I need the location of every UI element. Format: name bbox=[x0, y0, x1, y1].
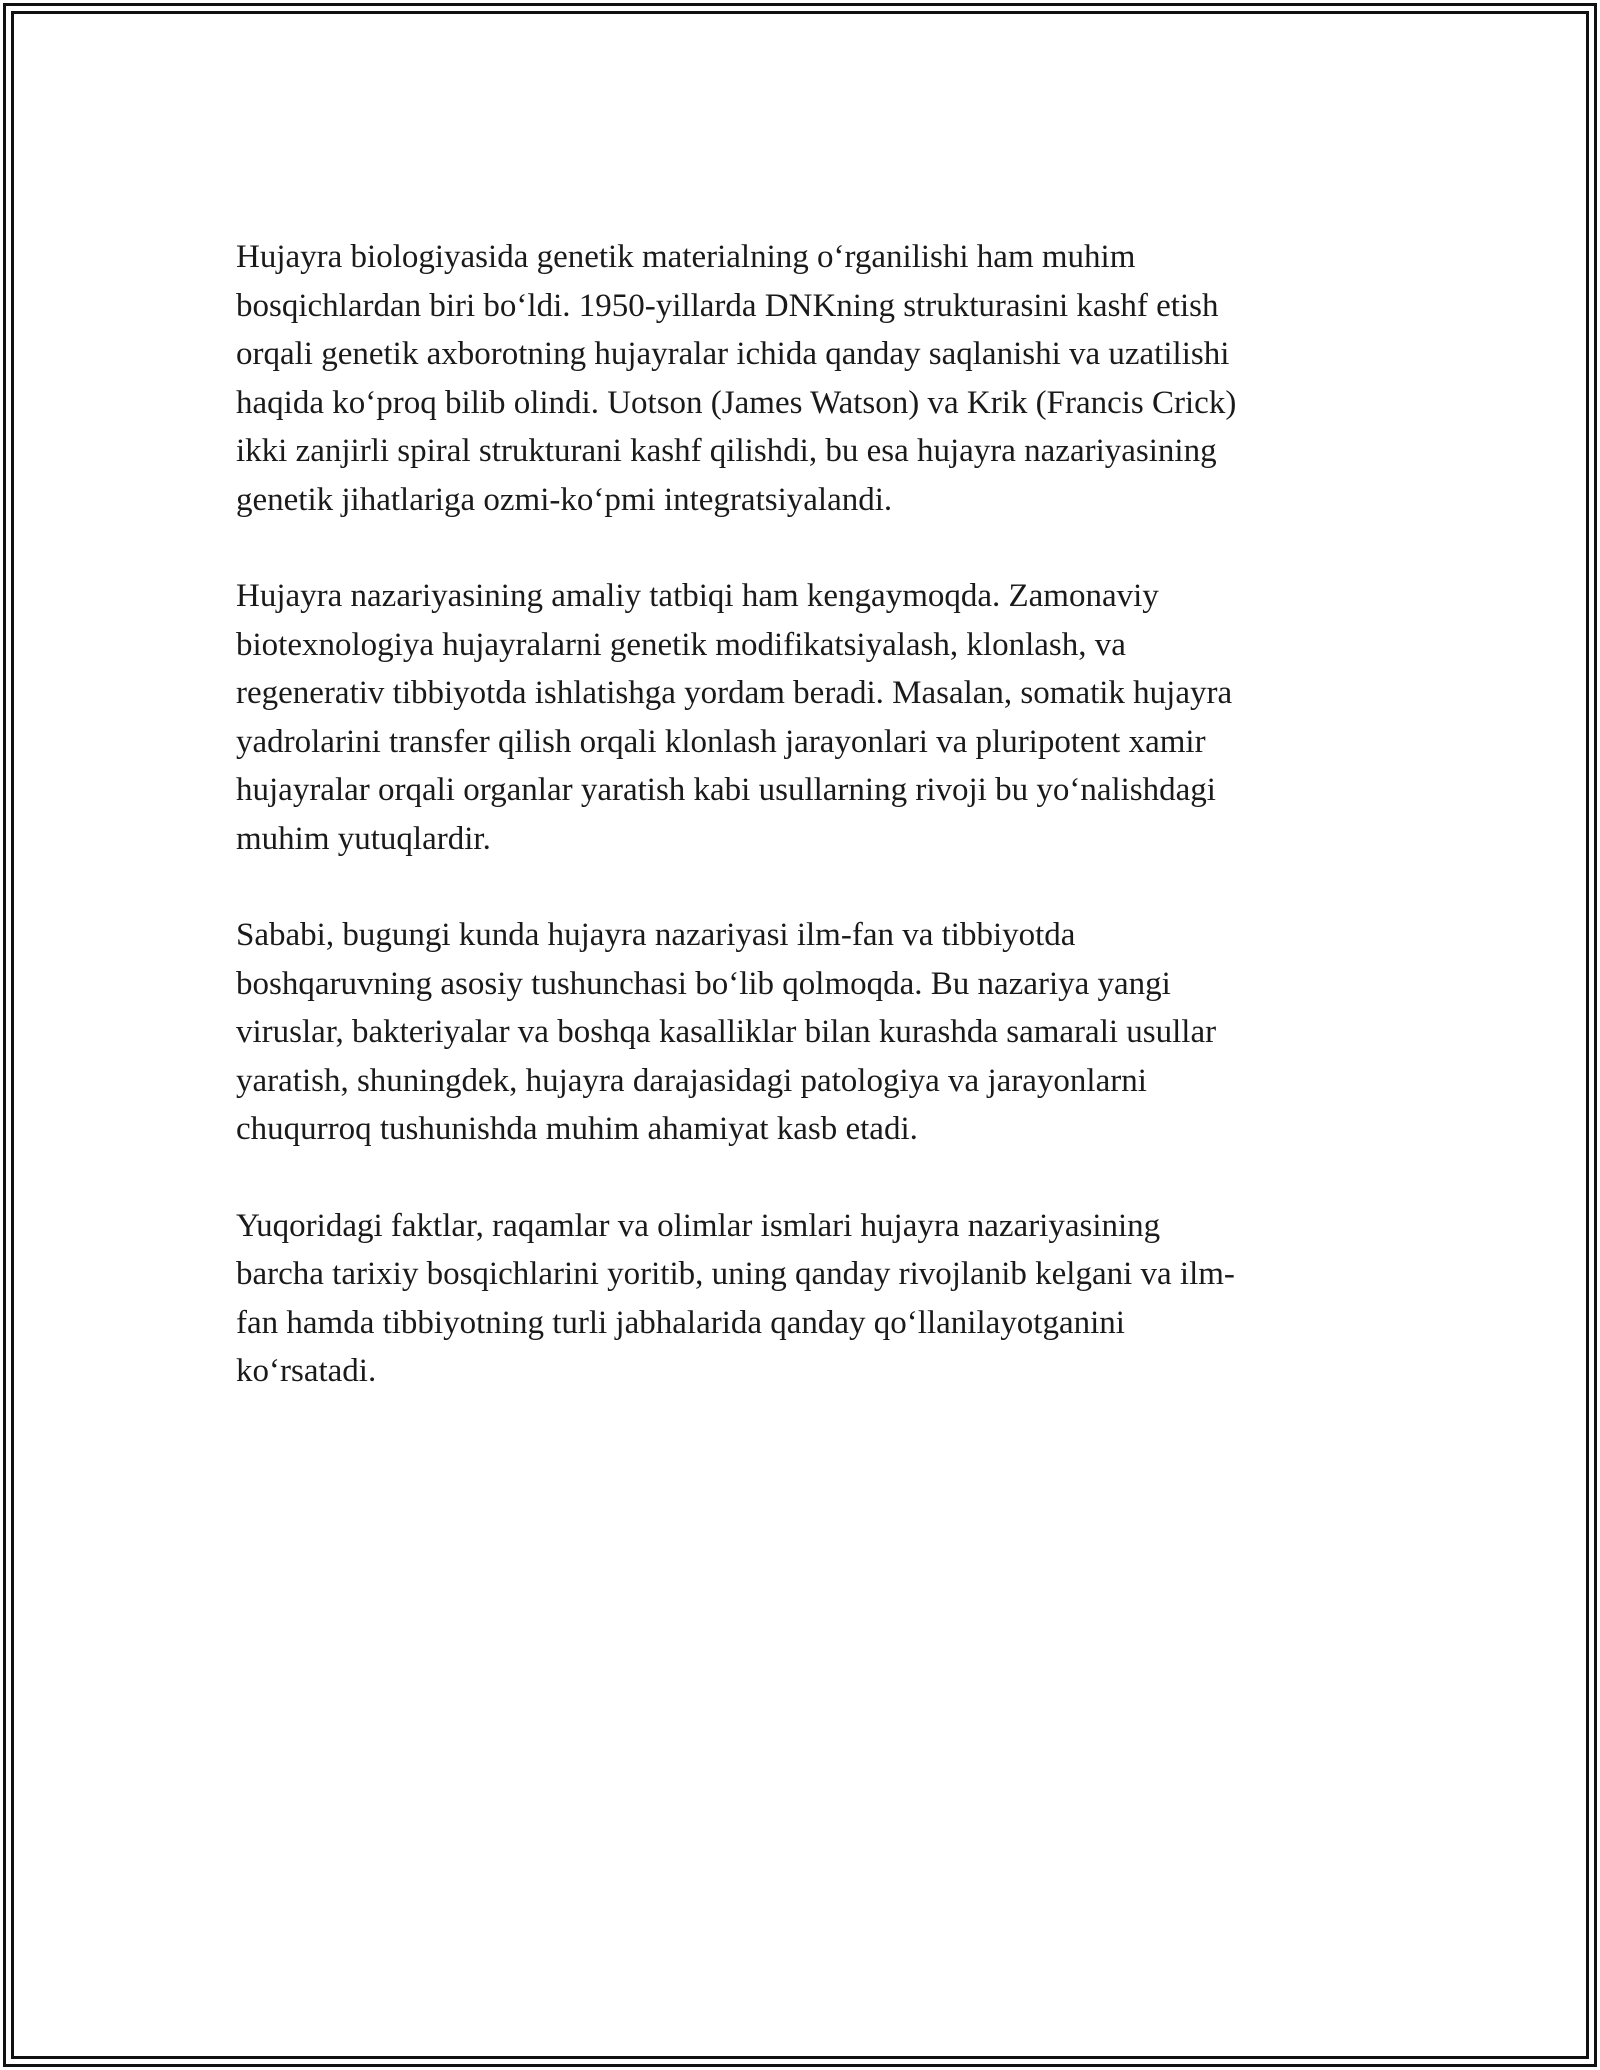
text-line: yaratish, shuningdek, hujayra darajasidagi patologiya va jarayonlarni bbox=[236, 1062, 1147, 1099]
paragraph-practical-application bbox=[236, 572, 1376, 863]
text-line: yadrolarini transfer qilish orqali klonlash jarayonlari va pluripotent xamir bbox=[236, 723, 1206, 760]
paragraph-conclusion bbox=[236, 1202, 1376, 1396]
text-line: Hujayra biologiyasida genetik materialning o‘rganilishi ham muhim bbox=[236, 239, 1136, 275]
text-line: orqali genetik axborotning hujayralar ichida qanday saqlanishi va uzatilishi bbox=[236, 336, 1230, 372]
text-line: Hujayra nazariyasining amaliy tatbiqi ham kengaymoqda. Zamonaviy bbox=[236, 578, 1159, 614]
text-line: hujayralar orqali organlar yaratish kabi usullarning rivoji bu yo‘nalishdagi bbox=[236, 772, 1216, 808]
text-line: barcha tarixiy bosqichlarini yoritib, uning qanday rivojlanib kelgani va ilm- bbox=[236, 1256, 1235, 1292]
text-line: Sababi, bugungi kunda hujayra nazariyasi ilm-fan va tibbiyotda bbox=[236, 917, 1076, 953]
text-line: viruslar, bakteriyalar va boshqa kasalliklar bilan kurashda samarali usullar bbox=[236, 1014, 1217, 1050]
document-body bbox=[236, 233, 1376, 1444]
text-line: ikki zanjirli spiral strukturani kashf qilishdi, bu esa hujayra nazariyasining bbox=[236, 433, 1217, 469]
paragraph-modern-significance bbox=[236, 911, 1376, 1154]
text-line: genetik jihatlariga ozmi-ko‘pmi integratsiyalandi. bbox=[236, 481, 893, 518]
text-line: muhim yutuqlardir. bbox=[236, 820, 491, 857]
text-line: ko‘rsatadi. bbox=[236, 1353, 377, 1389]
text-line: chuqurroq tushunishda muhim ahamiyat kasb etadi. bbox=[236, 1111, 918, 1147]
text-line: fan hamda tibbiyotning turli jabhalarida qanday qo‘llanilayotganini bbox=[236, 1304, 1125, 1341]
text-line: Yuqoridagi faktlar, raqamlar va olimlar ismlari hujayra nazariyasining bbox=[236, 1207, 1161, 1244]
text-line: biotexnologiya hujayralarni genetik modifikatsiyalash, klonlash, va bbox=[236, 626, 1126, 663]
paragraph-genetic-material bbox=[236, 233, 1376, 524]
text-line: regenerativ tibbiyotda ishlatishga yordam beradi. Masalan, somatik hujayra bbox=[236, 675, 1233, 711]
text-line: boshqaruvning asosiy tushunchasi bo‘lib qolmoqda. Bu nazariya yangi bbox=[236, 965, 1171, 1002]
text-line: haqida ko‘proq bilib olindi. Uotson (James Watson) va Krik (Francis Crick) bbox=[236, 384, 1237, 421]
text-line: bosqichlardan biri bo‘ldi. 1950-yillarda DNKning strukturasini kashf etish bbox=[236, 287, 1219, 324]
